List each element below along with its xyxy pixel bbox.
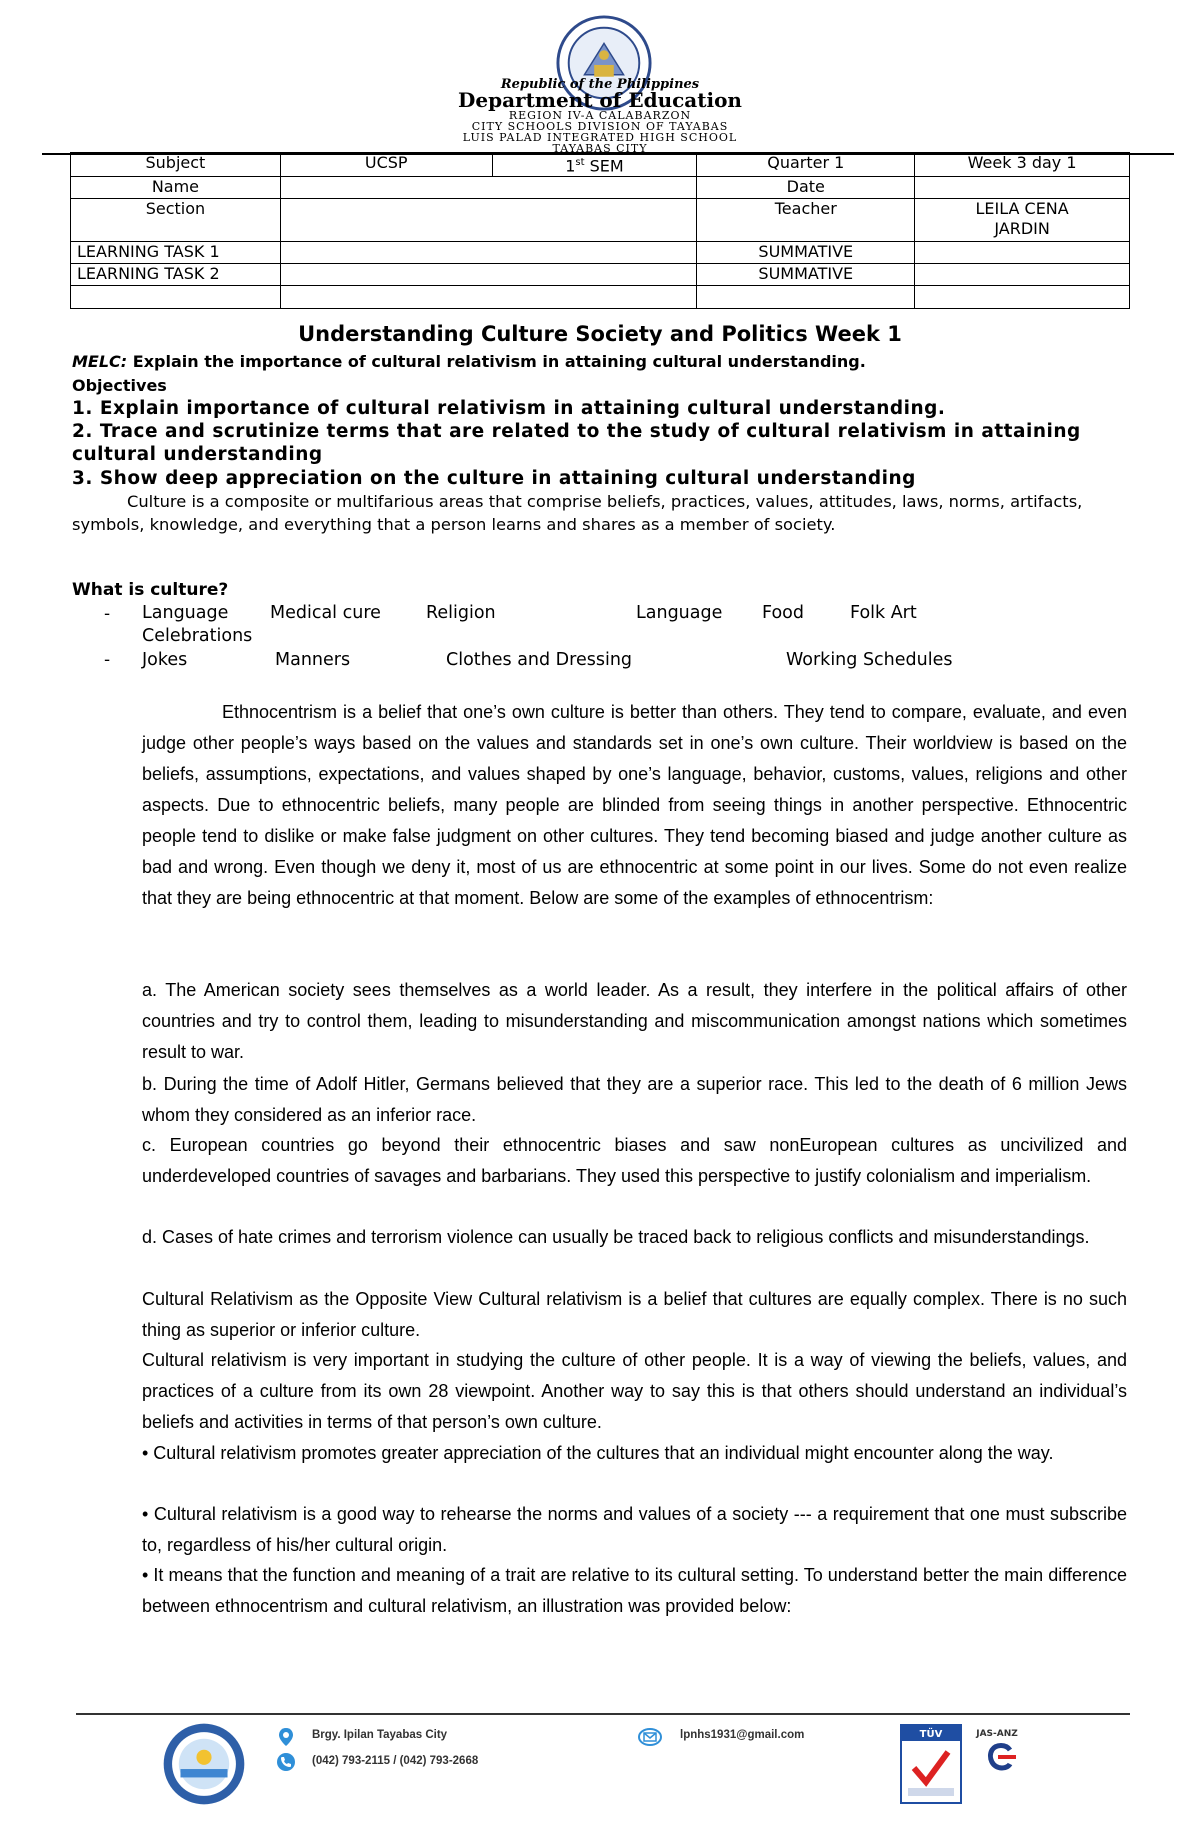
table-row (71, 199, 1130, 242)
footer-divider (76, 1713, 1130, 1715)
objective-item: 3. Show deep appreciation on the culture in attaining cultural understanding (72, 468, 916, 489)
learning-task-1-field[interactable] (280, 242, 697, 264)
certification-badge (900, 1724, 962, 1804)
relativism-importance: Cultural relativism is very important in studying the culture of other people. It is a way of viewing the beliefs, values, and practices of a culture from its own 28 viewpoint. Another way to say this is that others should understand an individual’s beliefs and activities in terms of that person’s own culture. (142, 1350, 1127, 1432)
culture-item: Religion (426, 603, 496, 623)
culture-item: Working Schedules (786, 650, 953, 670)
email-icon (638, 1727, 662, 1747)
learning-task-1-label: LEARNING TASK 1 (71, 242, 281, 264)
relativism-definition: Cultural Relativism as the Opposite View Cultural relativism is a belief that cultures are equally complex. There is no such thing as superior or inferior culture. (142, 1289, 1127, 1340)
list-dash: - (104, 604, 111, 624)
example-d: d. Cases of hate crimes and terrorism violence can usually be traced back to religious conflicts and misunderstandings. (142, 1227, 1090, 1247)
school-seal (162, 1722, 246, 1806)
objective-item: 1. Explain importance of cultural relativism in attaining cultural understanding. (72, 398, 946, 419)
culture-item: Language (142, 603, 229, 623)
learning-task-2-field[interactable] (280, 264, 697, 286)
culture-item: Language (636, 603, 723, 623)
phone-icon (276, 1752, 296, 1772)
department-line: Department of Education (458, 88, 742, 112)
teacher-label: Teacher (697, 199, 915, 242)
table-row (71, 242, 1130, 264)
jas-anz-logo (968, 1724, 1026, 1786)
culture-item: Clothes and Dressing (446, 650, 633, 670)
page-title: Understanding Culture Society and Politics Week 1 (298, 322, 902, 346)
table-row (71, 264, 1130, 286)
quarter-cell: Quarter 1 (697, 153, 915, 177)
school-line: LUIS PALAD INTEGRATED HIGH SCHOOL (462, 131, 738, 144)
summative-label-2: SUMMATIVE (697, 264, 915, 286)
bullet-item: • Cultural relativism promotes greater appreciation of the cultures that an individual might encounter along the way. (142, 1443, 1054, 1463)
teacher-name: LEILA CENA JARDIN (915, 199, 1130, 242)
culture-item: Folk Art (850, 603, 917, 623)
ethnocentrism-paragraph: Ethnocentrism is a belief that one’s own culture is better than others. They tend to compare, evaluate, and even judge other people’s ways based on the values and standards set in one’s own culture. Their worldview is based on the beliefs, assumptions, expectations, and values shaped by one’s language, behavior, customs, values, religions and other aspects. Due to ethnocentric beliefs, many people are blinded from seeing things in another perspective. Ethnocentric people tend to dislike or make false judgment on other cultures. They tend becoming biased and judge another culture as bad and wrong. Even though we deny it, most of us are ethnocentric at some point in our lives. Some do not even realize that they are being ethnocentric at that moment. Below are some of the examples of ethnocentrism: (142, 702, 1127, 908)
summative-label-1: SUMMATIVE (697, 242, 915, 264)
city-line: TAYABAS CITY (552, 142, 648, 155)
melc-line: MELC: Explain the importance of cultural relativism in attaining cultural understanding. (72, 352, 866, 371)
footer-phone: (042) 793-2115 / (042) 793-2668 (312, 1755, 479, 1767)
list-dash: - (104, 650, 111, 670)
objective-item: 2. Trace and scrutinize terms that are related to the study of cultural relativism in attaining cultural understanding (72, 421, 1081, 465)
date-field[interactable] (915, 177, 1130, 199)
example-c: c. European countries go beyond their ethnocentric biases and saw nonEuropean cultures as uncivilized and underdeveloped countries of savages and barbarians. They used this perspective to justify colonialism and imperialism. (142, 1135, 1127, 1186)
region-line: REGION IV-A CALABARZON (508, 109, 692, 122)
section-field[interactable] (280, 199, 697, 242)
learning-task-2-label: LEARNING TASK 2 (71, 264, 281, 286)
republic-line: Republic of the Philippines (500, 77, 700, 92)
week-cell: Week 3 day 1 (915, 153, 1130, 177)
what-is-culture-heading: What is culture? (72, 580, 229, 600)
name-field[interactable] (280, 177, 697, 199)
culture-item: Celebrations (142, 626, 253, 646)
bullet-item: • It means that the function and meaning of a trait are relative to its cultural setting. To understand better the main difference between ethnocentrism and cultural relativism, an illustration was provided below: (142, 1565, 1127, 1616)
subject-label: Subject (71, 153, 281, 177)
date-label: Date (697, 177, 915, 199)
culture-item: Jokes (142, 650, 188, 670)
division-line: CITY SCHOOLS DIVISION OF TAYABAS (471, 120, 729, 133)
section-label: Section (71, 199, 281, 242)
bullet-item: • Cultural relativism is a good way to rehearse the norms and values of a society --- a requirement that one must subscribe to, regardless of his/her cultural origin. (142, 1504, 1127, 1555)
subject-value: UCSP (280, 153, 492, 177)
example-a: a. The American society sees themselves as a world leader. As a result, they interfere in the political affairs of other countries and try to control them, leading to misunderstanding and miscommunication amongst nations which sometimes result to war. (142, 980, 1127, 1062)
name-label: Name (71, 177, 281, 199)
footer-address: Brgy. Ipilan Tayabas City (312, 1729, 448, 1741)
objectives-heading: Objectives (72, 376, 167, 395)
student-info-table (70, 152, 1130, 309)
semester-cell: 1st SEM (492, 153, 697, 177)
culture-item: Food (762, 603, 804, 623)
example-b: b. During the time of Adolf Hitler, Germans believed that they are a superior race. This led to the death of 6 million Jews whom they considered as an inferior race. (142, 1074, 1127, 1125)
table-row (71, 286, 1130, 309)
footer-email: lpnhs1931@gmail.com (680, 1729, 805, 1741)
culture-definition: Culture is a composite or multifarious areas that comprise beliefs, practices, values, attitudes, laws, norms, artifacts, symbols, knowledge, and everything that a person learns and shares as a member of society. (72, 492, 1083, 534)
svg-text:JAS-ANZ: JAS-ANZ (976, 1729, 1018, 1739)
svg-text:TÜV: TÜV (919, 1729, 943, 1740)
table-row (71, 153, 1130, 177)
summative-field-1[interactable] (915, 242, 1130, 264)
culture-item: Manners (275, 650, 351, 670)
table-row (71, 177, 1130, 199)
location-icon (276, 1727, 296, 1747)
summative-field-2[interactable] (915, 264, 1130, 286)
culture-item: Medical cure (270, 603, 381, 623)
